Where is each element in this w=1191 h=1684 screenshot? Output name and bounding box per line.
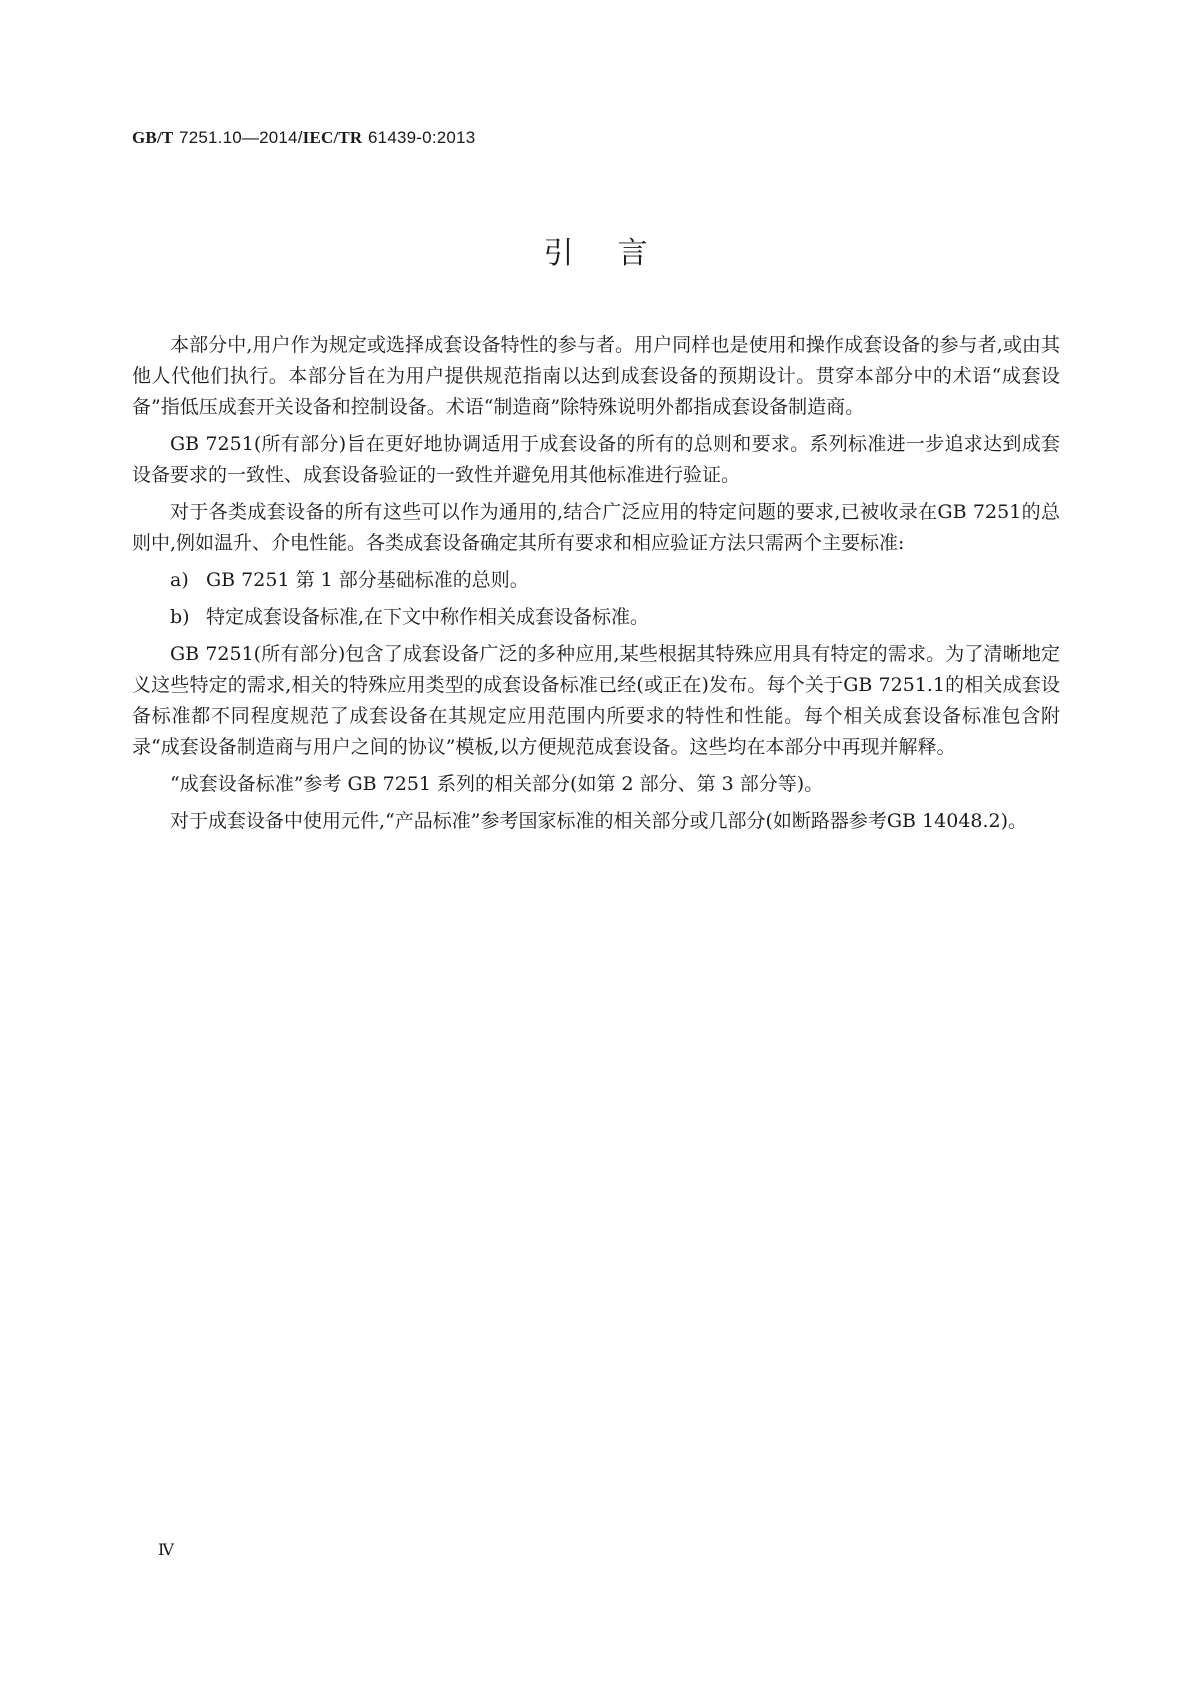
list-text: GB 7251 第 1 部分基础标准的总则。 <box>206 569 529 591</box>
page-number: Ⅳ <box>158 1542 174 1559</box>
document-header <box>132 128 475 148</box>
paragraph-2: GB 7251(所有部分)旨在更好地协调适用于成套设备的所有的总则和要求。系列标准进一步追求达到成套设备要求的一致性、成套设备验证的一致性并避免用其他标准进行验证。 <box>132 433 1060 486</box>
header-standard-number: 7251.10—2014/ <box>179 128 303 147</box>
document-body <box>132 330 1060 843</box>
paragraph-3: 对于各类成套设备的所有这些可以作为通用的,结合广泛应用的特定问题的要求,已被收录在GB 7251的总则中,例如温升、介电性能。各类成套设备确定其所有要求和相应验证方法只需两个主要标准: <box>132 501 1060 554</box>
list-text: 特定成套设备标准,在下文中称作相关成套设备标准。 <box>206 606 650 628</box>
paragraph-6: 对于成套设备中使用元件,“产品标准”参考国家标准的相关部分或几部分(如断路器参考GB 14048.2)。 <box>170 810 1028 832</box>
paragraph-4: GB 7251(所有部分)包含了成套设备广泛的多种应用,某些根据其特殊应用具有特定的需求。为了清晰地定义这些特定的需求,相关的特殊应用类型的成套设备标准已经(或正在)发布。每个关于GB 7251.1的相关成套设备标准都不同程度规范了成套设备在其规定应用范围内所要求的特性和性能。每个相关成套设备标准包含附录“成套设备制造商与用户之间的协议”模板,以方便规范成套设备。这些均在本部分中再现并解释。 <box>132 643 1060 758</box>
list-item-a <box>132 565 1060 596</box>
list-item-b <box>132 602 1060 633</box>
header-gbt: GB/T <box>132 128 174 147</box>
paragraph-5: “成套设备标准”参考 GB 7251 系列的相关部分(如第 2 部分、第 3 部分等)。 <box>170 773 824 795</box>
header-iec: IEC/TR <box>302 128 363 147</box>
paragraph-1: 本部分中,用户作为规定或选择成套设备特性的参与者。用户同样也是使用和操作成套设备的参与者,或由其他人代他们执行。本部分旨在为用户提供规范指南以达到成套设备的预期设计。贯穿本部分中的术语“成套设备”指低压成套开关设备和控制设备。术语“制造商”除特殊说明外都指成套设备制造商。 <box>132 334 1060 418</box>
header-iec-number: 61439-0:2013 <box>368 128 476 147</box>
list-marker: b) <box>170 606 190 628</box>
list-marker: a) <box>170 569 189 591</box>
page-title: 引言 <box>543 236 692 271</box>
